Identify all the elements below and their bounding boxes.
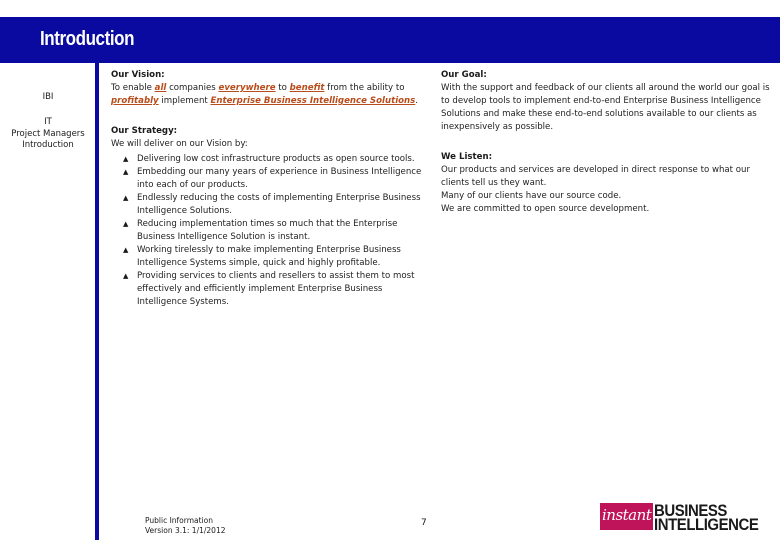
vision-highlight: everywhere: [218, 83, 276, 93]
vision-text-part: To enable: [111, 83, 155, 93]
vision-text-part: from the ability to: [324, 83, 405, 93]
page-title: Introduction: [40, 28, 135, 50]
company-logo: [600, 502, 776, 534]
left-column: [111, 69, 431, 309]
listen-line: Many of our clients have our source code.: [441, 191, 622, 201]
listen-line: Our products and services are developed in direct response to what our clients tell us they want.: [441, 165, 751, 188]
side-nav-item-ibi[interactable]: IBI: [42, 92, 54, 102]
arrow-bullet-icon: ▲: [123, 220, 129, 228]
side-nav-item-project-managers[interactable]: Project Managers Introduction: [11, 129, 85, 150]
arrow-bullet-icon: ▲: [123, 155, 129, 163]
list-item-text: Delivering low cost infrastructure products as open source tools.: [137, 154, 415, 164]
side-nav: [8, 92, 88, 151]
vision-text: [111, 82, 431, 108]
footer-info: [145, 516, 226, 536]
vision-highlight: profitably: [111, 96, 159, 106]
logo-business-text: BUSINESS: [654, 501, 727, 520]
goal-text: With the support and feedback of our clients all around the world our goal is to develop tools to implement end-to-end Enterprise Business Intelligence Solutions and make these end-to-end solutions available to our clients as inexpensively as possible.: [441, 83, 770, 132]
logo-instant-text: instant: [602, 506, 652, 524]
arrow-bullet-icon: ▲: [123, 168, 129, 176]
header-band: [0, 17, 780, 63]
spacer: [441, 134, 771, 151]
strategy-heading: Our Strategy:: [111, 126, 178, 136]
arrow-bullet-icon: ▲: [123, 246, 129, 254]
strategy-list: [123, 153, 431, 309]
list-item-text: Reducing implementation times so much that the Enterprise Business Intelligence Solution is instant.: [137, 219, 398, 242]
spacer: [111, 108, 431, 125]
footer-version: Version 3.1: 1/1/2012: [145, 526, 226, 535]
listen-line: We are committed to open source development.: [441, 204, 650, 214]
listen-heading: We Listen:: [441, 152, 493, 162]
list-item: [123, 192, 431, 218]
list-item: [123, 166, 431, 192]
page-number: 7: [421, 518, 427, 528]
list-item-text: Embedding our many years of experience in Business Intelligence into each of our products.: [137, 167, 422, 190]
list-item: [123, 218, 431, 244]
arrow-bullet-icon: ▲: [123, 194, 129, 202]
logo-intelligence-text: INTELLIGENCE: [654, 515, 759, 534]
sidebar-divider: [95, 63, 99, 540]
strategy-intro: We will deliver on our Vision by:: [111, 139, 248, 149]
list-item: [123, 153, 431, 166]
arrow-bullet-icon: ▲: [123, 272, 129, 280]
list-item: [123, 244, 431, 270]
list-item-text: Working tirelessly to make implementing Enterprise Business Intelligence Systems simple, quick and highly profitable.: [137, 245, 401, 268]
right-column: [441, 69, 771, 216]
header-inner: [18, 17, 780, 63]
side-nav-item-it[interactable]: IT: [44, 117, 52, 127]
footer-classification: Public Information: [145, 516, 213, 525]
vision-text-part: to: [275, 83, 290, 93]
vision-heading: Our Vision:: [111, 70, 165, 80]
list-item-text: Providing services to clients and resellers to assist them to most effectively and efficiently implement Enterprise Business Intelligence Systems.: [137, 271, 415, 307]
list-item-text: Endlessly reducing the costs of implementing Enterprise Business Intelligence Solutions.: [137, 193, 421, 216]
list-item: [123, 270, 431, 309]
vision-highlight: all: [154, 83, 167, 93]
vision-text-part: companies: [166, 83, 219, 93]
vision-text-part: implement: [158, 96, 211, 106]
goal-heading: Our Goal:: [441, 70, 487, 80]
vision-text-part: .: [415, 96, 419, 106]
vision-highlight: Enterprise Business Intelligence Solutions: [210, 96, 416, 106]
vision-highlight: benefit: [289, 83, 325, 93]
